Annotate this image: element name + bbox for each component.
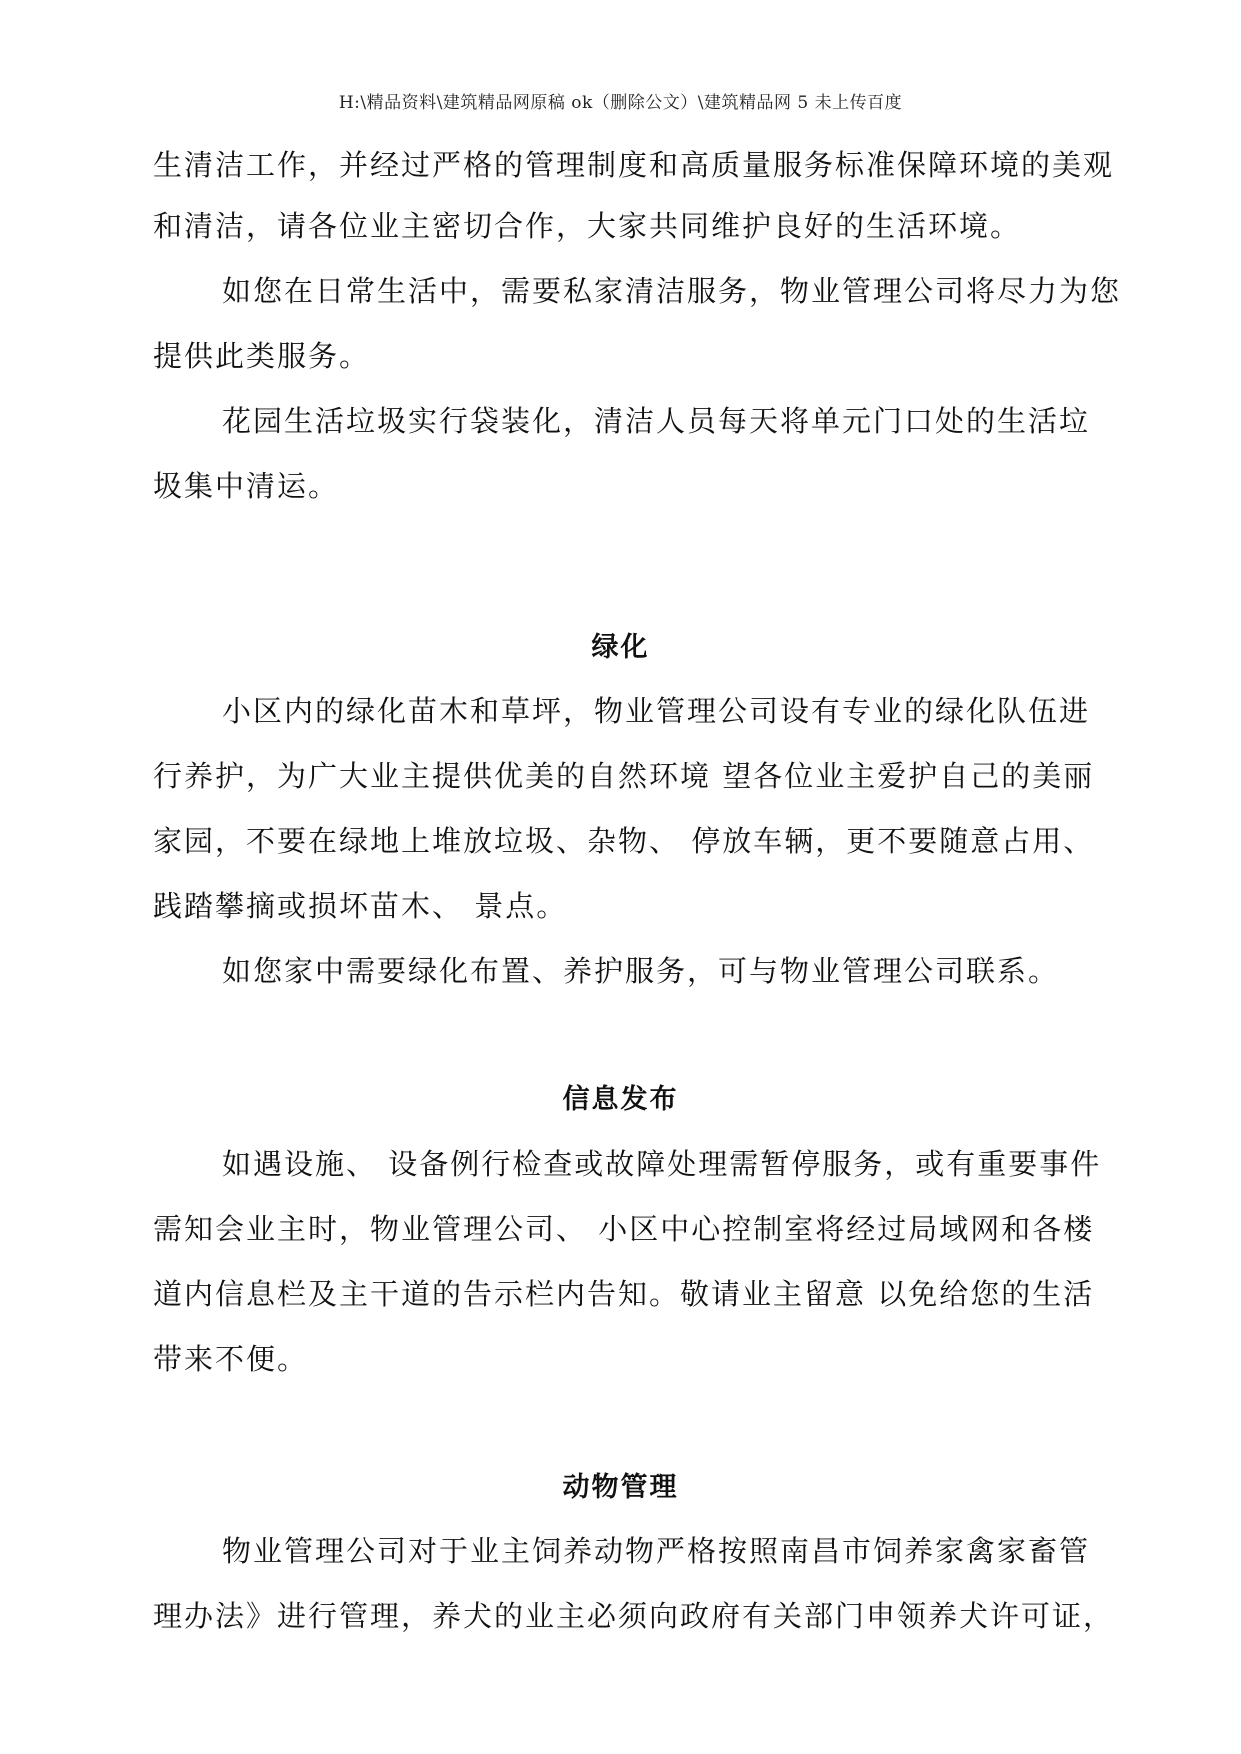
paragraph-line: 家园，不要在绿地上堆放垃圾、杂物、 停放车辆，更不要随意占用、 [153, 824, 1095, 858]
paragraph-line: 物业管理公司对于业主饲养动物严格按照南昌市饲养家禽家畜管 [222, 1534, 1091, 1568]
paragraph-line: 践踏攀摘或损坏苗木、 景点。 [153, 889, 568, 923]
section-heading-greening: 绿化 [591, 632, 650, 663]
paragraph-line: 提供此类服务。 [153, 339, 371, 373]
paragraph-line: 如您在日常生活中，需要私家清洁服务，物业管理公司将尽力为您 [222, 274, 1122, 308]
paragraph-line: 需知会业主时，物业管理公司、 小区中心控制室将经过局域网和各楼 [153, 1212, 1095, 1246]
paragraph-line: 行养护，为广大业主提供优美的自然环境 望各位业主爱护自己的美丽 [153, 759, 1095, 793]
section-heading-info: 信息发布 [562, 1084, 679, 1115]
page-header-path: H:\精品资料\建筑精品网原稿 ok（删除公文）\建筑精品网 5 未上传百度 [338, 93, 903, 113]
paragraph-line: 小区内的绿化苗木和草坪，物业管理公司设有专业的绿化队伍进 [222, 694, 1091, 728]
paragraph-line: 如您家中需要绿化布置、养护服务，可与物业管理公司联系。 [222, 954, 1060, 988]
section-heading-animals: 动物管理 [562, 1472, 679, 1503]
paragraph-line: 如遇设施、 设备例行检查或故障处理需暂停服务，或有重要事件 [222, 1147, 1102, 1181]
paragraph-line: 道内信息栏及主干道的告示栏内告知。敬请业主留意 以免给您的生活 [153, 1277, 1095, 1311]
paragraph-line: 理办法》进行管理，养犬的业主必须向政府有关部门申领养犬许可证， [153, 1599, 1115, 1633]
paragraph-line: 圾集中清运。 [153, 469, 340, 503]
paragraph-line: 生清洁工作，并经过严格的管理制度和高质量服务标准保障环境的美观 [153, 148, 1115, 182]
paragraph-line: 带来不便。 [153, 1342, 309, 1376]
paragraph-line: 花园生活垃圾实行袋装化，清洁人员每天将单元门口处的生活垃 [222, 404, 1091, 438]
paragraph-line: 和清洁，请各位业主密切合作，大家共同维护良好的生活环境。 [153, 209, 1022, 243]
